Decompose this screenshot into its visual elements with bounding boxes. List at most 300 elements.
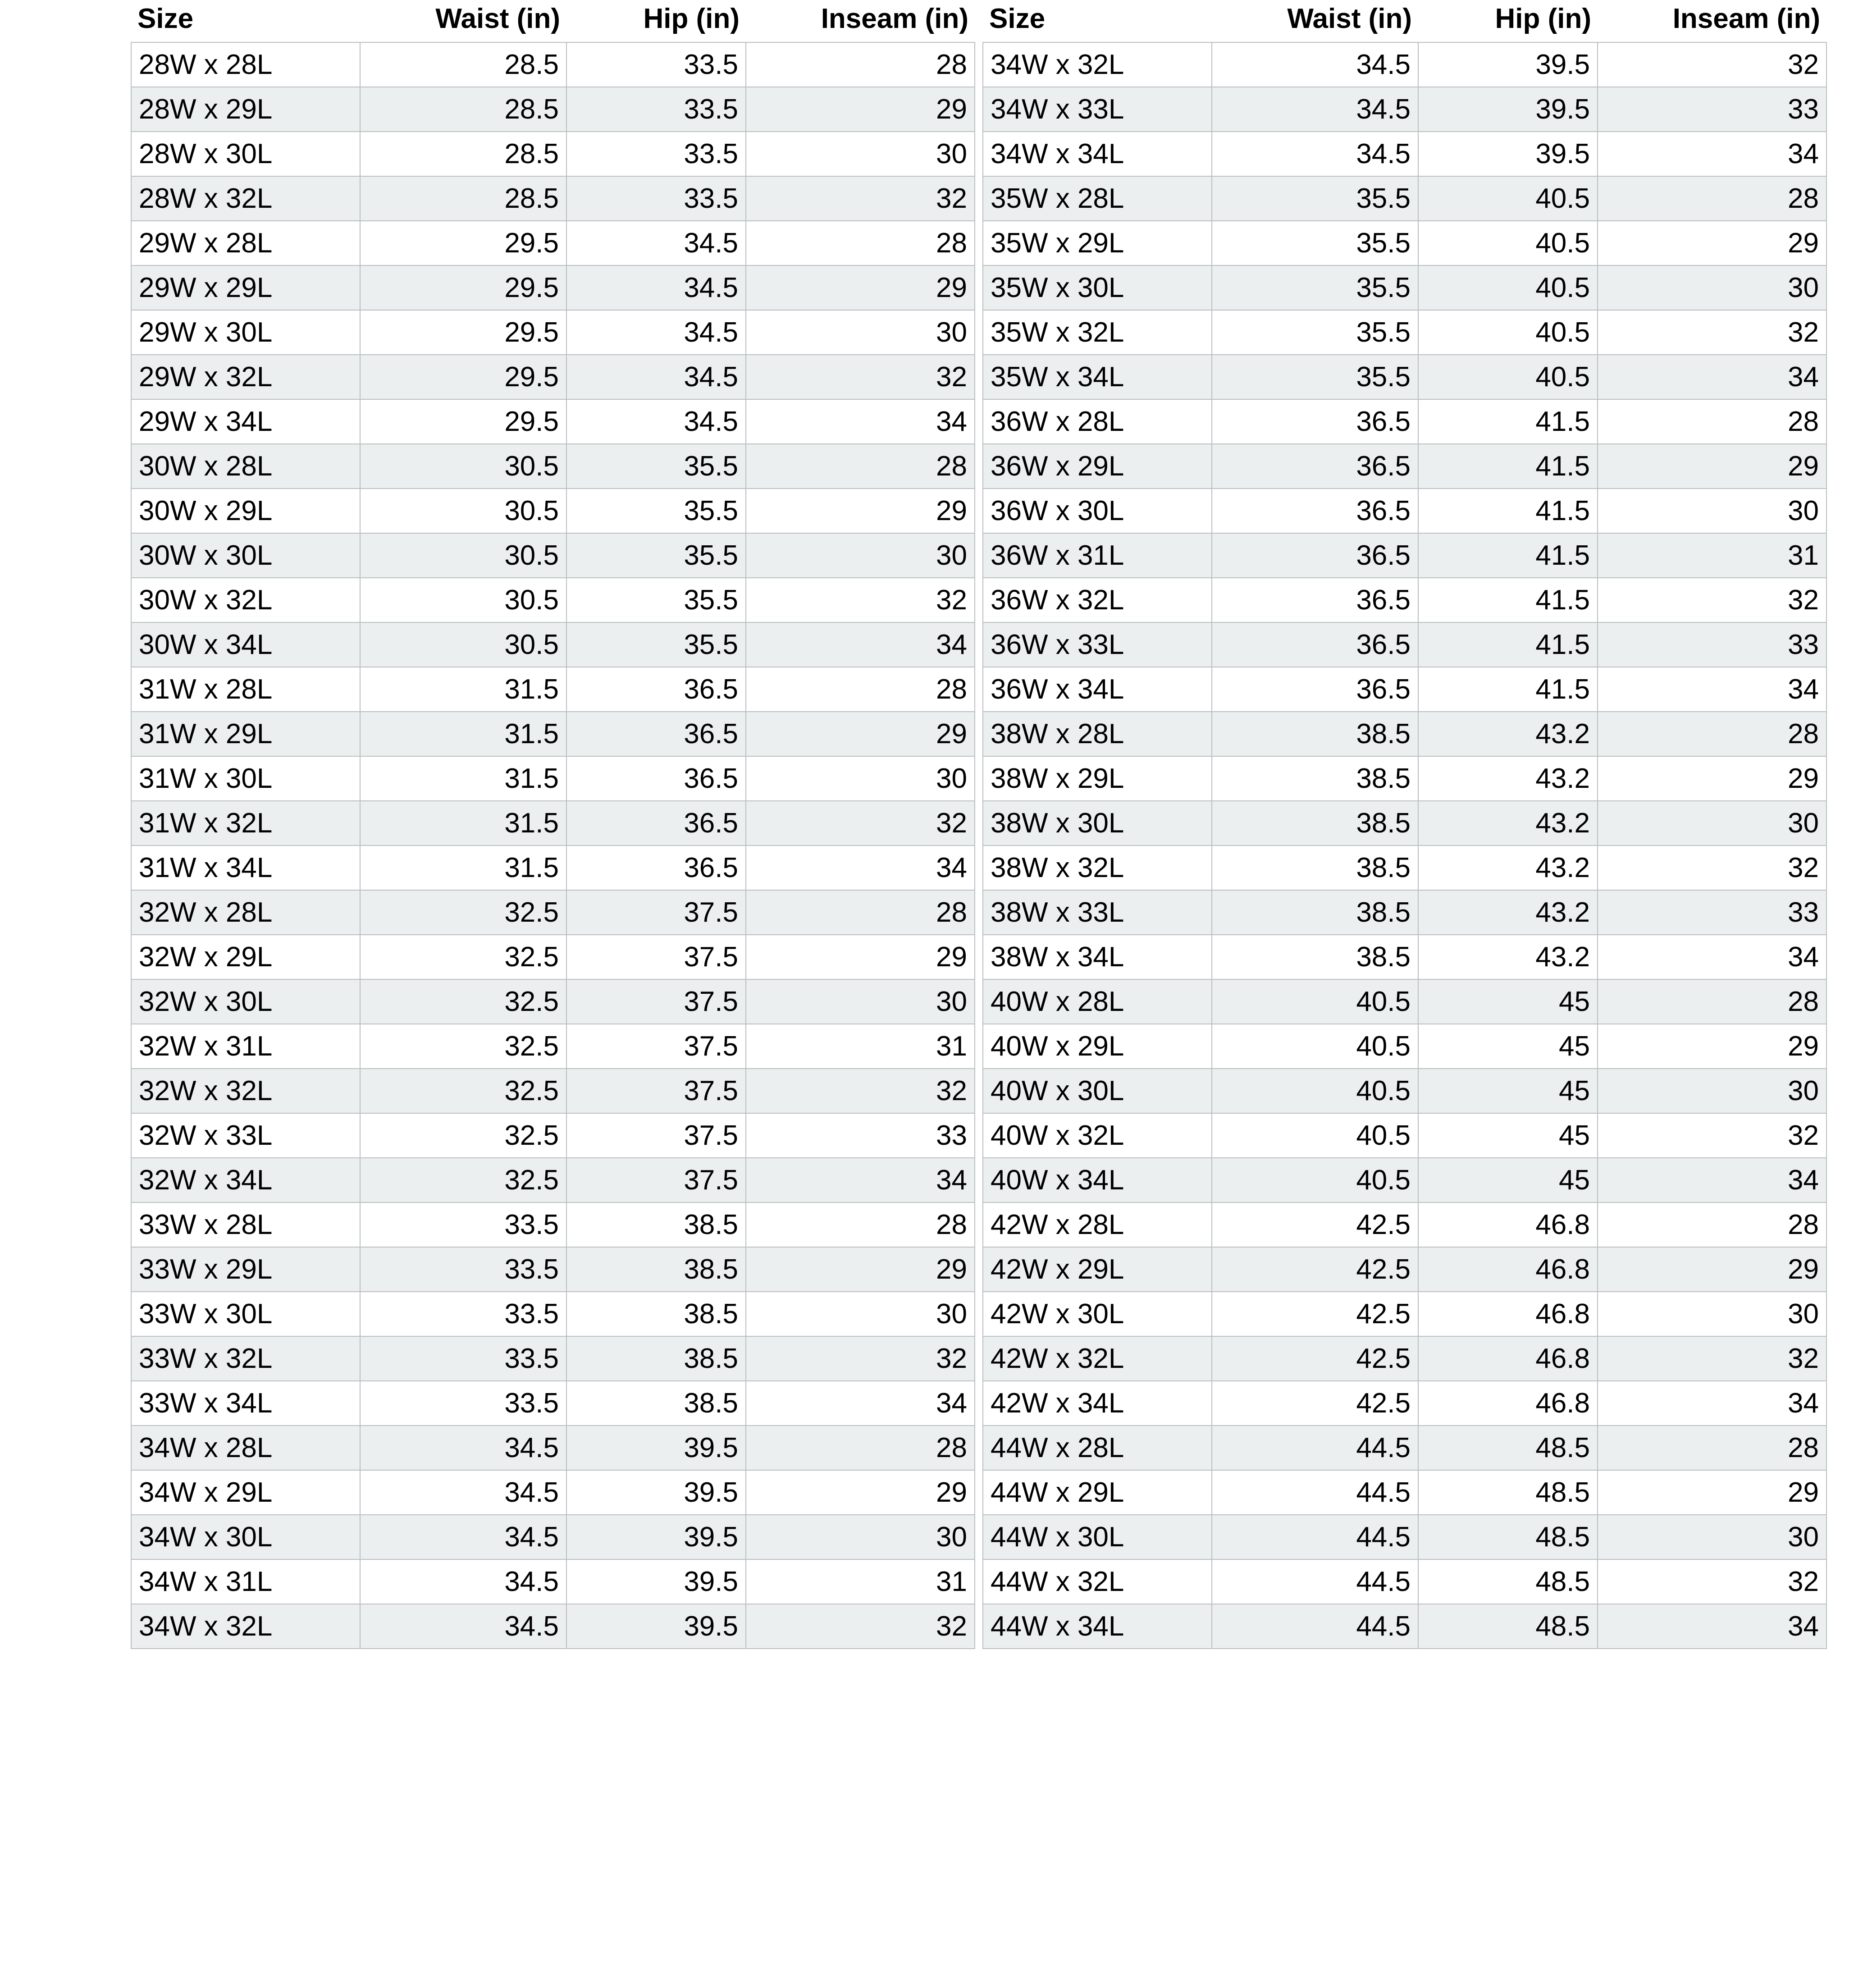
cell-hip: 33.5 [566, 132, 746, 176]
cell-size: 32W x 30L [131, 979, 360, 1024]
cell-size: 28W x 29L [131, 87, 360, 132]
cell-waist: 36.5 [1212, 533, 1418, 578]
cell-inseam: 28 [1598, 712, 1826, 756]
cell-hip: 43.2 [1418, 935, 1598, 979]
cell-inseam: 28 [1598, 1426, 1826, 1470]
cell-size: 40W x 29L [983, 1024, 1212, 1069]
cell-waist: 38.5 [1212, 756, 1418, 801]
cell-size: 44W x 34L [983, 1604, 1212, 1649]
table-row [131, 1158, 975, 1202]
cell-inseam: 28 [746, 221, 975, 265]
cell-inseam: 29 [746, 1247, 975, 1292]
cell-inseam: 32 [746, 355, 975, 399]
cell-size: 35W x 29L [983, 221, 1212, 265]
cell-waist: 31.5 [360, 801, 566, 845]
table-row [983, 890, 1826, 935]
cell-size: 44W x 30L [983, 1515, 1212, 1559]
cell-size: 34W x 34L [983, 132, 1212, 176]
cell-hip: 39.5 [1418, 87, 1598, 132]
cell-waist: 32.5 [360, 979, 566, 1024]
cell-waist: 38.5 [1212, 845, 1418, 890]
table-row [131, 1426, 975, 1470]
table-row [983, 87, 1826, 132]
cell-hip: 43.2 [1418, 801, 1598, 845]
cell-inseam: 29 [1598, 756, 1826, 801]
cell-waist: 40.5 [1212, 1024, 1418, 1069]
cell-hip: 43.2 [1418, 890, 1598, 935]
cell-inseam: 30 [1598, 801, 1826, 845]
cell-size: 38W x 30L [983, 801, 1212, 845]
cell-size: 33W x 32L [131, 1336, 360, 1381]
table-row [131, 1470, 975, 1515]
cell-size: 31W x 29L [131, 712, 360, 756]
cell-waist: 35.5 [1212, 310, 1418, 355]
table-row [131, 42, 975, 87]
cell-size: 35W x 34L [983, 355, 1212, 399]
cell-inseam: 32 [1598, 310, 1826, 355]
cell-hip: 39.5 [566, 1559, 746, 1604]
cell-waist: 32.5 [360, 1069, 566, 1113]
cell-waist: 35.5 [1212, 221, 1418, 265]
cell-size: 33W x 30L [131, 1292, 360, 1336]
cell-waist: 30.5 [360, 578, 566, 622]
cell-hip: 41.5 [1418, 444, 1598, 489]
cell-inseam: 33 [1598, 622, 1826, 667]
cell-waist: 40.5 [1212, 1113, 1418, 1158]
cell-size: 42W x 32L [983, 1336, 1212, 1381]
cell-waist: 30.5 [360, 489, 566, 533]
cell-hip: 35.5 [566, 489, 746, 533]
cell-inseam: 32 [746, 1069, 975, 1113]
cell-size: 42W x 28L [983, 1202, 1212, 1247]
cell-inseam: 34 [1598, 935, 1826, 979]
table-header-row [131, 0, 975, 42]
cell-size: 36W x 31L [983, 533, 1212, 578]
cell-hip: 39.5 [566, 1604, 746, 1649]
cell-size: 30W x 29L [131, 489, 360, 533]
cell-inseam: 31 [746, 1024, 975, 1069]
cell-inseam: 34 [1598, 132, 1826, 176]
table-row [131, 801, 975, 845]
cell-inseam: 29 [1598, 221, 1826, 265]
cell-size: 36W x 29L [983, 444, 1212, 489]
table-body-right [983, 42, 1826, 1649]
cell-waist: 28.5 [360, 42, 566, 87]
cell-hip: 35.5 [566, 444, 746, 489]
cell-size: 40W x 30L [983, 1069, 1212, 1113]
cell-waist: 31.5 [360, 667, 566, 712]
cell-hip: 46.8 [1418, 1292, 1598, 1336]
cell-hip: 38.5 [566, 1247, 746, 1292]
cell-waist: 35.5 [1212, 265, 1418, 310]
cell-inseam: 33 [1598, 890, 1826, 935]
table-row [131, 935, 975, 979]
cell-size: 30W x 34L [131, 622, 360, 667]
cell-hip: 37.5 [566, 979, 746, 1024]
cell-waist: 31.5 [360, 712, 566, 756]
cell-hip: 33.5 [566, 176, 746, 221]
cell-hip: 37.5 [566, 1069, 746, 1113]
table-row [983, 1426, 1826, 1470]
cell-hip: 37.5 [566, 1113, 746, 1158]
cell-waist: 36.5 [1212, 444, 1418, 489]
cell-inseam: 32 [746, 578, 975, 622]
cell-size: 40W x 34L [983, 1158, 1212, 1202]
table-header-row [983, 0, 1826, 42]
cell-waist: 38.5 [1212, 935, 1418, 979]
cell-waist: 42.5 [1212, 1247, 1418, 1292]
cell-hip: 36.5 [566, 756, 746, 801]
cell-size: 35W x 32L [983, 310, 1212, 355]
table-row [983, 935, 1826, 979]
cell-hip: 41.5 [1418, 622, 1598, 667]
cell-waist: 36.5 [1212, 667, 1418, 712]
cell-hip: 41.5 [1418, 399, 1598, 444]
cell-size: 42W x 34L [983, 1381, 1212, 1426]
cell-size: 38W x 33L [983, 890, 1212, 935]
cell-waist: 30.5 [360, 622, 566, 667]
cell-size: 38W x 28L [983, 712, 1212, 756]
table-row [983, 622, 1826, 667]
cell-size: 28W x 32L [131, 176, 360, 221]
table-row [131, 221, 975, 265]
table-row [983, 310, 1826, 355]
cell-hip: 35.5 [566, 533, 746, 578]
cell-size: 40W x 28L [983, 979, 1212, 1024]
table-row [983, 801, 1826, 845]
cell-hip: 39.5 [1418, 132, 1598, 176]
cell-waist: 36.5 [1212, 489, 1418, 533]
table-row [983, 1202, 1826, 1247]
cell-inseam: 30 [1598, 489, 1826, 533]
cell-waist: 38.5 [1212, 712, 1418, 756]
cell-inseam: 30 [1598, 1515, 1826, 1559]
table-row [983, 444, 1826, 489]
cell-waist: 36.5 [1212, 399, 1418, 444]
cell-inseam: 32 [1598, 578, 1826, 622]
cell-size: 44W x 29L [983, 1470, 1212, 1515]
cell-size: 29W x 32L [131, 355, 360, 399]
cell-inseam: 30 [746, 979, 975, 1024]
cell-hip: 36.5 [566, 712, 746, 756]
table-row [131, 489, 975, 533]
cell-hip: 38.5 [566, 1202, 746, 1247]
cell-waist: 44.5 [1212, 1470, 1418, 1515]
cell-hip: 45 [1418, 1158, 1598, 1202]
cell-size: 31W x 32L [131, 801, 360, 845]
table-row [983, 1336, 1826, 1381]
column-header-hip: Hip (in) [566, 0, 746, 42]
column-header-waist: Waist (in) [360, 0, 566, 42]
table-row [983, 756, 1826, 801]
cell-waist: 42.5 [1212, 1202, 1418, 1247]
cell-size: 33W x 28L [131, 1202, 360, 1247]
cell-hip: 45 [1418, 1113, 1598, 1158]
cell-waist: 38.5 [1212, 890, 1418, 935]
cell-hip: 37.5 [566, 935, 746, 979]
table-row [131, 756, 975, 801]
table-row [131, 890, 975, 935]
cell-inseam: 34 [746, 399, 975, 444]
size-chart-right [982, 0, 1827, 1649]
cell-size: 32W x 34L [131, 1158, 360, 1202]
column-header-waist: Waist (in) [1212, 0, 1418, 42]
table-header [131, 0, 975, 42]
cell-inseam: 32 [1598, 1336, 1826, 1381]
cell-size: 44W x 32L [983, 1559, 1212, 1604]
cell-inseam: 28 [1598, 399, 1826, 444]
cell-hip: 40.5 [1418, 310, 1598, 355]
size-chart-left-wrapper [0, 0, 968, 1649]
cell-waist: 32.5 [360, 1024, 566, 1069]
table-row [131, 712, 975, 756]
cell-hip: 46.8 [1418, 1247, 1598, 1292]
cell-hip: 39.5 [566, 1515, 746, 1559]
cell-inseam: 30 [1598, 265, 1826, 310]
cell-size: 36W x 33L [983, 622, 1212, 667]
cell-hip: 41.5 [1418, 533, 1598, 578]
cell-inseam: 28 [1598, 979, 1826, 1024]
cell-waist: 44.5 [1212, 1604, 1418, 1649]
column-header-size: Size [983, 0, 1212, 42]
cell-inseam: 34 [1598, 667, 1826, 712]
column-header-inseam: Inseam (in) [746, 0, 975, 42]
cell-hip: 33.5 [566, 42, 746, 87]
cell-hip: 39.5 [566, 1426, 746, 1470]
cell-size: 34W x 33L [983, 87, 1212, 132]
table-row [983, 42, 1826, 87]
table-row [131, 1024, 975, 1069]
cell-size: 34W x 28L [131, 1426, 360, 1470]
column-header-inseam: Inseam (in) [1598, 0, 1826, 42]
cell-hip: 36.5 [566, 845, 746, 890]
table-row [131, 87, 975, 132]
table-row [131, 399, 975, 444]
cell-hip: 48.5 [1418, 1426, 1598, 1470]
table-row [983, 979, 1826, 1024]
cell-inseam: 34 [1598, 1604, 1826, 1649]
cell-size: 31W x 28L [131, 667, 360, 712]
cell-inseam: 28 [746, 42, 975, 87]
table-row [131, 979, 975, 1024]
table-row [983, 1381, 1826, 1426]
cell-size: 34W x 31L [131, 1559, 360, 1604]
cell-hip: 36.5 [566, 667, 746, 712]
cell-inseam: 31 [746, 1559, 975, 1604]
cell-size: 29W x 30L [131, 310, 360, 355]
cell-inseam: 28 [746, 890, 975, 935]
cell-size: 32W x 29L [131, 935, 360, 979]
cell-inseam: 34 [1598, 1381, 1826, 1426]
cell-inseam: 32 [1598, 845, 1826, 890]
cell-size: 30W x 28L [131, 444, 360, 489]
cell-hip: 48.5 [1418, 1604, 1598, 1649]
table-row [131, 1247, 975, 1292]
cell-size: 32W x 32L [131, 1069, 360, 1113]
table-row [131, 1113, 975, 1158]
cell-waist: 32.5 [360, 890, 566, 935]
cell-waist: 31.5 [360, 845, 566, 890]
cell-inseam: 29 [1598, 1247, 1826, 1292]
cell-hip: 48.5 [1418, 1470, 1598, 1515]
cell-inseam: 29 [746, 712, 975, 756]
cell-hip: 48.5 [1418, 1515, 1598, 1559]
cell-waist: 28.5 [360, 87, 566, 132]
table-row [983, 1292, 1826, 1336]
cell-inseam: 30 [746, 132, 975, 176]
cell-waist: 33.5 [360, 1292, 566, 1336]
cell-waist: 44.5 [1212, 1559, 1418, 1604]
cell-hip: 40.5 [1418, 221, 1598, 265]
cell-inseam: 32 [746, 1604, 975, 1649]
table-row [983, 132, 1826, 176]
cell-hip: 41.5 [1418, 667, 1598, 712]
table-row [131, 265, 975, 310]
cell-hip: 36.5 [566, 801, 746, 845]
cell-waist: 33.5 [360, 1202, 566, 1247]
cell-waist: 34.5 [1212, 132, 1418, 176]
cell-waist: 30.5 [360, 444, 566, 489]
table-row [983, 1158, 1826, 1202]
cell-size: 33W x 34L [131, 1381, 360, 1426]
table-row [983, 1024, 1826, 1069]
cell-inseam: 29 [1598, 1470, 1826, 1515]
cell-waist: 38.5 [1212, 801, 1418, 845]
cell-hip: 40.5 [1418, 355, 1598, 399]
cell-size: 42W x 29L [983, 1247, 1212, 1292]
cell-size: 34W x 32L [131, 1604, 360, 1649]
cell-inseam: 30 [1598, 1292, 1826, 1336]
cell-waist: 32.5 [360, 1158, 566, 1202]
cell-inseam: 34 [746, 1158, 975, 1202]
cell-waist: 42.5 [1212, 1292, 1418, 1336]
cell-waist: 33.5 [360, 1247, 566, 1292]
cell-size: 30W x 30L [131, 533, 360, 578]
cell-inseam: 34 [746, 1381, 975, 1426]
cell-size: 35W x 28L [983, 176, 1212, 221]
cell-hip: 34.5 [566, 399, 746, 444]
table-row [131, 1202, 975, 1247]
table-row [983, 667, 1826, 712]
cell-size: 32W x 28L [131, 890, 360, 935]
cell-size: 38W x 29L [983, 756, 1212, 801]
cell-size: 40W x 32L [983, 1113, 1212, 1158]
cell-hip: 34.5 [566, 265, 746, 310]
table-row [131, 1381, 975, 1426]
table-row [983, 712, 1826, 756]
table-row [131, 176, 975, 221]
cell-size: 36W x 34L [983, 667, 1212, 712]
table-row [131, 1069, 975, 1113]
cell-inseam: 28 [746, 1426, 975, 1470]
cell-size: 38W x 32L [983, 845, 1212, 890]
cell-size: 29W x 28L [131, 221, 360, 265]
cell-inseam: 34 [1598, 355, 1826, 399]
cell-size: 28W x 28L [131, 42, 360, 87]
table-row [131, 533, 975, 578]
table-row [983, 399, 1826, 444]
cell-size: 34W x 32L [983, 42, 1212, 87]
table-row [983, 1515, 1826, 1559]
cell-inseam: 28 [1598, 1202, 1826, 1247]
cell-waist: 30.5 [360, 533, 566, 578]
cell-hip: 45 [1418, 1024, 1598, 1069]
cell-waist: 35.5 [1212, 176, 1418, 221]
table-row [983, 578, 1826, 622]
cell-size: 32W x 33L [131, 1113, 360, 1158]
table-row [983, 1470, 1826, 1515]
cell-hip: 43.2 [1418, 845, 1598, 890]
cell-inseam: 32 [746, 1336, 975, 1381]
cell-inseam: 33 [746, 1113, 975, 1158]
table-row [131, 1292, 975, 1336]
cell-hip: 45 [1418, 1069, 1598, 1113]
table-row [983, 265, 1826, 310]
table-row [131, 310, 975, 355]
cell-size: 33W x 29L [131, 1247, 360, 1292]
cell-hip: 45 [1418, 979, 1598, 1024]
cell-size: 35W x 30L [983, 265, 1212, 310]
cell-waist: 28.5 [360, 176, 566, 221]
size-chart-right-wrapper [924, 0, 1863, 1649]
table-row [131, 578, 975, 622]
cell-inseam: 34 [746, 845, 975, 890]
cell-inseam: 28 [746, 444, 975, 489]
cell-waist: 40.5 [1212, 979, 1418, 1024]
cell-hip: 38.5 [566, 1292, 746, 1336]
cell-size: 31W x 30L [131, 756, 360, 801]
cell-hip: 37.5 [566, 1158, 746, 1202]
cell-hip: 43.2 [1418, 712, 1598, 756]
table-row [983, 355, 1826, 399]
cell-hip: 38.5 [566, 1381, 746, 1426]
cell-inseam: 31 [1598, 533, 1826, 578]
cell-waist: 31.5 [360, 756, 566, 801]
cell-inseam: 29 [1598, 444, 1826, 489]
table-row [131, 1336, 975, 1381]
cell-inseam: 29 [1598, 1024, 1826, 1069]
cell-hip: 40.5 [1418, 176, 1598, 221]
cell-hip: 37.5 [566, 890, 746, 935]
cell-hip: 34.5 [566, 355, 746, 399]
cell-waist: 34.5 [360, 1559, 566, 1604]
cell-waist: 29.5 [360, 221, 566, 265]
column-header-hip: Hip (in) [1418, 0, 1598, 42]
cell-hip: 46.8 [1418, 1381, 1598, 1426]
cell-hip: 33.5 [566, 87, 746, 132]
cell-inseam: 28 [1598, 176, 1826, 221]
table-row [131, 1559, 975, 1604]
table-row [983, 489, 1826, 533]
cell-inseam: 29 [746, 265, 975, 310]
cell-waist: 34.5 [360, 1470, 566, 1515]
cell-size: 36W x 30L [983, 489, 1212, 533]
cell-size: 31W x 34L [131, 845, 360, 890]
cell-waist: 34.5 [360, 1515, 566, 1559]
table-row [983, 1604, 1826, 1649]
cell-waist: 42.5 [1212, 1336, 1418, 1381]
cell-inseam: 32 [1598, 42, 1826, 87]
cell-waist: 29.5 [360, 265, 566, 310]
cell-hip: 41.5 [1418, 578, 1598, 622]
cell-inseam: 29 [746, 87, 975, 132]
table-row [983, 1113, 1826, 1158]
cell-waist: 28.5 [360, 132, 566, 176]
cell-hip: 35.5 [566, 622, 746, 667]
table-row [131, 667, 975, 712]
cell-hip: 46.8 [1418, 1202, 1598, 1247]
cell-waist: 29.5 [360, 399, 566, 444]
